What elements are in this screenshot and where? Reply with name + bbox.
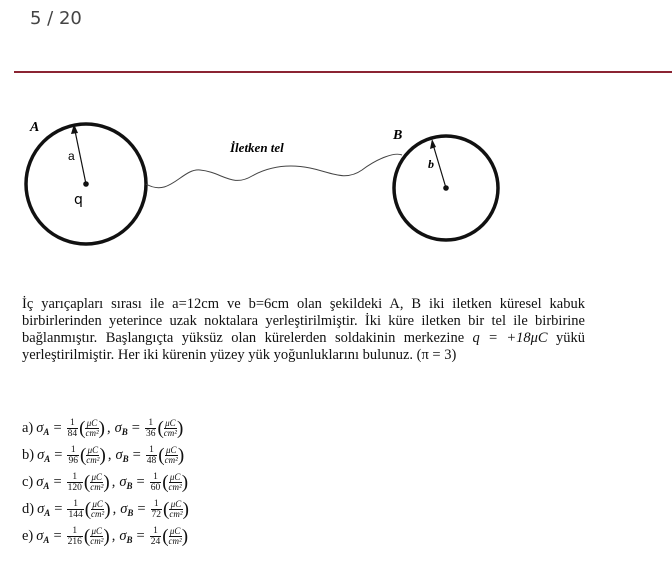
unit-fraction: μC cm² <box>90 472 104 492</box>
page-counter: 5 / 20 <box>30 8 82 29</box>
question-line1: İç yarıçapları sırası ile a=12cm ve b=6cm olan şekildeki A, B iki iletken küresel kabuk birbirlerinden yeterince uzak noktalara yerleştirilmiştir. İki küre iletken bir tel ile birbirine bağlanmıştır. Başlangıçta yüksüz olan kürelerden soldakinin merkezine <box>22 296 585 346</box>
sigma-a-fraction: $\frac{1}{144}$ <box>68 499 83 520</box>
conducting-wire <box>146 154 402 188</box>
equals-sign: = <box>132 447 141 463</box>
unit-fraction: μC cm² <box>85 418 99 438</box>
unit-fraction: μC cm² <box>169 499 183 519</box>
option-letter: d) <box>22 501 35 517</box>
sigma-b-symbol: $\sigma_B$ <box>114 420 128 437</box>
option-letter: e) <box>22 528 34 544</box>
answer-option[interactable]: b) $\sigma_A$ = $\frac{1}{96}$ ( μC cm² ) , $\sigma_B$ = $\frac{1}{48}$ ( μC cm² ) <box>22 445 185 466</box>
option-letter: a) <box>22 420 34 436</box>
equals-sign: = <box>53 528 62 544</box>
radius-b-label: b <box>428 157 434 171</box>
sigma-a-symbol: $\sigma_A$ <box>36 474 50 491</box>
equals-sign: = <box>53 474 62 490</box>
unit-fraction: μC cm² <box>90 526 104 546</box>
pi-note: (π = 3) <box>416 347 457 363</box>
equals-sign: = <box>53 420 62 436</box>
answer-options <box>22 415 422 550</box>
equals-sign: = <box>131 420 140 436</box>
sphere-figure <box>0 110 672 280</box>
radius-a-label: a <box>68 149 75 163</box>
sigma-a-fraction: $\frac{1}{216}$ <box>67 526 82 547</box>
label-b: B <box>393 128 403 143</box>
radius-b-line <box>432 141 446 188</box>
charge-label: q <box>74 192 83 208</box>
radius-a-line <box>74 126 86 184</box>
option-letter: b) <box>22 447 35 463</box>
question-text <box>22 296 585 364</box>
sigma-a-symbol: $\sigma_A$ <box>37 447 51 464</box>
sigma-a-symbol: $\sigma_A$ <box>37 501 51 518</box>
figure-svg <box>0 110 672 280</box>
sigma-b-symbol: $\sigma_B$ <box>120 501 134 518</box>
unit-fraction: μC cm² <box>163 418 177 438</box>
radius-b-arrowhead <box>430 139 436 149</box>
equals-sign: = <box>136 474 145 490</box>
equals-sign: = <box>54 501 63 517</box>
sigma-a-symbol: $\sigma_A$ <box>36 420 50 437</box>
sigma-b-fraction: $\frac{1}{60}$ <box>150 472 161 493</box>
answer-option[interactable]: c) $\sigma_A$ = $\frac{1}{120}$ ( μC cm² ) , $\sigma_B$ = $\frac{1}{60}$ ( μC cm² ) <box>22 472 189 493</box>
sigma-b-symbol: $\sigma_B$ <box>119 474 133 491</box>
question-line2: yükü yerleştirilmiştir. Her iki kürenin yüzey yük yoğunluklarını bulunuz. <box>22 330 585 363</box>
answer-option[interactable]: d) $\sigma_A$ = $\frac{1}{144}$ ( μC cm² ) , $\sigma_B$ = $\frac{1}{72}$ ( μC cm² ) <box>22 499 189 520</box>
sigma-b-symbol: $\sigma_B$ <box>119 528 133 545</box>
unit-fraction: μC cm² <box>164 445 178 465</box>
equals-sign: = <box>137 501 146 517</box>
unit-fraction: μC cm² <box>168 472 182 492</box>
answer-option[interactable]: a) $\sigma_A$ = $\frac{1}{84}$ ( μC cm² ) , $\sigma_B$ = $\frac{1}{36}$ ( μC cm² ) <box>22 418 184 439</box>
unit-fraction: μC cm² <box>168 526 182 546</box>
equals-sign: = <box>54 447 63 463</box>
header-divider <box>14 71 672 73</box>
sigma-b-fraction: $\frac{1}{48}$ <box>146 445 157 466</box>
sigma-a-fraction: $\frac{1}{84}$ <box>67 418 78 439</box>
sigma-a-symbol: $\sigma_A$ <box>36 528 50 545</box>
center-b-dot <box>443 185 449 191</box>
equals-sign: = <box>136 528 145 544</box>
answer-option[interactable]: e) $\sigma_A$ = $\frac{1}{216}$ ( μC cm² ) , $\sigma_B$ = $\frac{1}{24}$ ( μC cm² ) <box>22 526 189 547</box>
label-a: A <box>30 120 40 135</box>
option-letter: c) <box>22 474 34 490</box>
unit-fraction: μC cm² <box>91 499 105 519</box>
unit-fraction: μC cm² <box>86 445 100 465</box>
wire-label: İletken tel <box>230 140 284 155</box>
sigma-b-symbol: $\sigma_B$ <box>115 447 129 464</box>
sigma-a-fraction: $\frac{1}{96}$ <box>68 445 78 466</box>
sigma-b-fraction: $\frac{1}{24}$ <box>150 526 161 547</box>
sigma-b-fraction: $\frac{1}{36}$ <box>145 418 156 439</box>
sigma-a-fraction: $\frac{1}{120}$ <box>67 472 82 493</box>
sigma-b-fraction: $\frac{1}{72}$ <box>151 499 162 520</box>
center-a-dot <box>83 181 89 187</box>
charge-expression: q = +18μC <box>472 330 548 346</box>
